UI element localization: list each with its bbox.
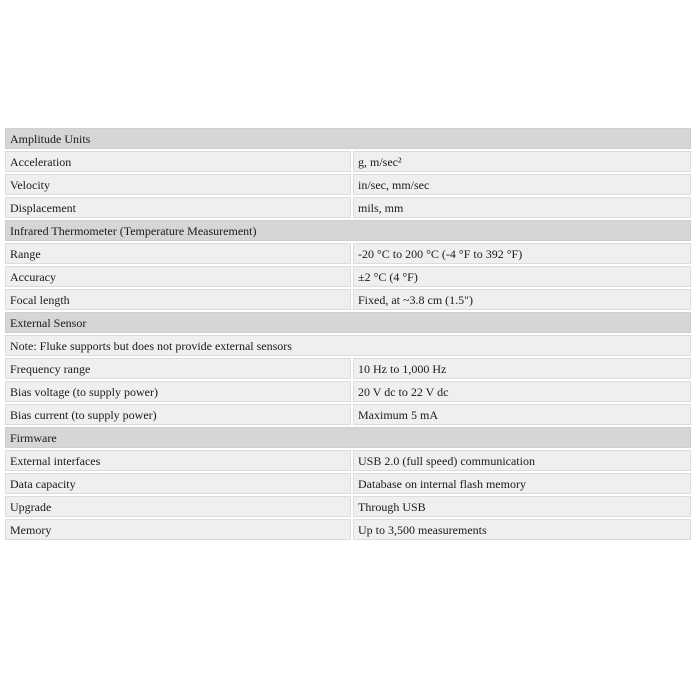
spec-note-row xyxy=(5,335,691,356)
spec-row-upgrade xyxy=(5,496,691,517)
spec-label: Focal length xyxy=(5,289,351,310)
spec-value: ±2 °C (4 °F) xyxy=(353,266,691,287)
spec-label: Accuracy xyxy=(5,266,351,287)
spec-label: Frequency range xyxy=(5,358,351,379)
section-header-external-sensor xyxy=(5,312,691,333)
spec-table xyxy=(3,126,693,542)
spec-value: -20 °C to 200 °C (-4 °F to 392 °F) xyxy=(353,243,691,264)
spec-row-frequency-range xyxy=(5,358,691,379)
spec-label: Range xyxy=(5,243,351,264)
spec-row-range xyxy=(5,243,691,264)
spec-row-displacement xyxy=(5,197,691,218)
spec-label: Bias current (to supply power) xyxy=(5,404,351,425)
spec-row-memory xyxy=(5,519,691,540)
spec-value: Up to 3,500 measurements xyxy=(353,519,691,540)
spec-row-external-interfaces xyxy=(5,450,691,471)
section-title: Firmware xyxy=(5,427,691,448)
spec-label: Velocity xyxy=(5,174,351,195)
spec-note: Note: Fluke supports but does not provide external sensors xyxy=(5,335,691,356)
spec-label: Upgrade xyxy=(5,496,351,517)
spec-row-velocity xyxy=(5,174,691,195)
spec-value: g, m/sec² xyxy=(353,151,691,172)
spec-value: in/sec, mm/sec xyxy=(353,174,691,195)
spec-value: mils, mm xyxy=(353,197,691,218)
spec-value: Fixed, at ~3.8 cm (1.5") xyxy=(353,289,691,310)
section-title: External Sensor xyxy=(5,312,691,333)
spec-row-accuracy xyxy=(5,266,691,287)
spec-label: Data capacity xyxy=(5,473,351,494)
spec-value: Maximum 5 mA xyxy=(353,404,691,425)
spec-value: 10 Hz to 1,000 Hz xyxy=(353,358,691,379)
section-header-amplitude-units xyxy=(5,128,691,149)
spec-label: Displacement xyxy=(5,197,351,218)
spec-value: Through USB xyxy=(353,496,691,517)
spec-label: External interfaces xyxy=(5,450,351,471)
spec-row-bias-current xyxy=(5,404,691,425)
spec-label: Memory xyxy=(5,519,351,540)
section-title: Amplitude Units xyxy=(5,128,691,149)
spec-value: USB 2.0 (full speed) communication xyxy=(353,450,691,471)
section-header-infrared-thermometer xyxy=(5,220,691,241)
section-header-firmware xyxy=(5,427,691,448)
spec-label: Bias voltage (to supply power) xyxy=(5,381,351,402)
spec-label: Acceleration xyxy=(5,151,351,172)
spec-row-acceleration xyxy=(5,151,691,172)
spec-row-data-capacity xyxy=(5,473,691,494)
spec-row-bias-voltage xyxy=(5,381,691,402)
spec-row-focal-length xyxy=(5,289,691,310)
spec-value: Database on internal flash memory xyxy=(353,473,691,494)
section-title: Infrared Thermometer (Temperature Measurement) xyxy=(5,220,691,241)
spec-value: 20 V dc to 22 V dc xyxy=(353,381,691,402)
